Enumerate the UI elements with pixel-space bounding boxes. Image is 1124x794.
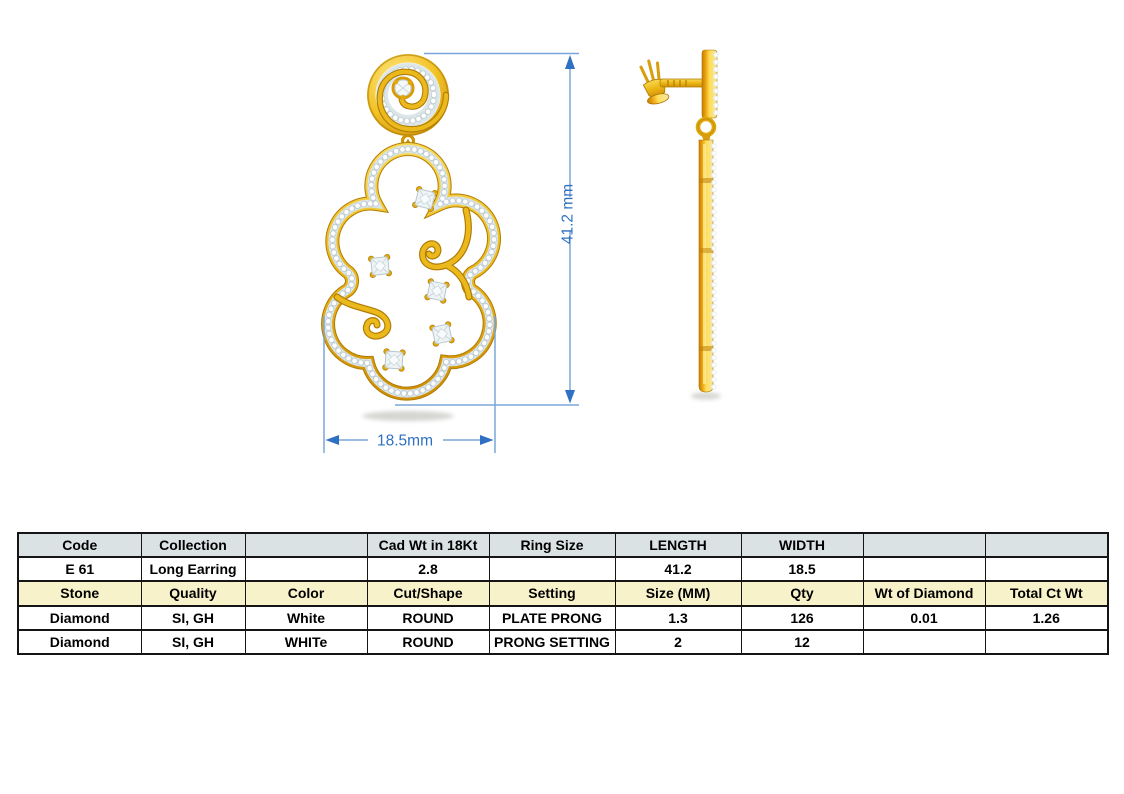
- subheader-total-ct-wt: Total Ct Wt: [985, 581, 1108, 605]
- cell-total-ct-wt: 1.26: [985, 606, 1108, 630]
- header-blank: [985, 533, 1108, 557]
- subheader-cut-shape: Cut/Shape: [367, 581, 489, 605]
- cell-size-mm: 2: [615, 630, 741, 654]
- header-code: Code: [18, 533, 141, 557]
- cell-width: 18.5: [741, 557, 863, 581]
- stud-top: [367, 54, 449, 136]
- ear-post: [660, 79, 706, 87]
- subheader-stone: Stone: [18, 581, 141, 605]
- cell-wt-of-diamond: [863, 630, 985, 654]
- cell-color: White: [245, 606, 367, 630]
- header-cad-wt: Cad Wt in 18Kt: [367, 533, 489, 557]
- side-view: [638, 50, 721, 400]
- height-dimension-label: 41.2 mm: [559, 183, 577, 245]
- cell-stone: Diamond: [18, 630, 141, 654]
- arrow-right-icon: [480, 435, 494, 445]
- cell-code: E 61: [18, 557, 141, 581]
- table-row-stone-header: [18, 581, 1108, 605]
- cell-total-ct-wt: [985, 630, 1108, 654]
- cell-cut-shape: ROUND: [367, 630, 489, 654]
- header-collection: Collection: [141, 533, 245, 557]
- arrow-down-icon: [565, 390, 575, 404]
- cell-quality: SI, GH: [141, 630, 245, 654]
- header-blank: [245, 533, 367, 557]
- subheader-wt-of-diamond: Wt of Diamond: [863, 581, 985, 605]
- drop-body: [328, 149, 494, 394]
- cell-setting: PRONG SETTING: [489, 630, 615, 654]
- front-shadow: [362, 411, 454, 421]
- spec-table: [17, 532, 1109, 655]
- header-blank: [863, 533, 985, 557]
- cell-cad-wt: 2.8: [367, 557, 489, 581]
- subheader-quality: Quality: [141, 581, 245, 605]
- cell: [863, 557, 985, 581]
- cell-stone: Diamond: [18, 606, 141, 630]
- prong-diamond: [429, 321, 455, 347]
- subheader-setting: Setting: [489, 581, 615, 605]
- table-row-product: [18, 557, 1108, 581]
- cell: [985, 557, 1108, 581]
- prong-diamond: [382, 348, 405, 371]
- stud-side-profile: [702, 50, 717, 118]
- table-row-header: [18, 533, 1108, 557]
- subheader-color: Color: [245, 581, 367, 605]
- side-shadow: [691, 393, 721, 400]
- table-row-stone-2: [18, 630, 1108, 654]
- cell-length: 41.2: [615, 557, 741, 581]
- arrow-up-icon: [565, 55, 575, 69]
- header-length: LENGTH: [615, 533, 741, 557]
- cell-quality: SI, GH: [141, 606, 245, 630]
- cell-qty: 12: [741, 630, 863, 654]
- stud-center-diamond: [393, 78, 413, 99]
- cell: [489, 557, 615, 581]
- front-view: [328, 54, 494, 421]
- cell-cut-shape: ROUND: [367, 606, 489, 630]
- header-ring-size: Ring Size: [489, 533, 615, 557]
- cell-wt-of-diamond: 0.01: [863, 606, 985, 630]
- cell-collection: Long Earring: [141, 557, 245, 581]
- drop-side-profile: [699, 140, 714, 392]
- header-width: WIDTH: [741, 533, 863, 557]
- cell-qty: 126: [741, 606, 863, 630]
- arrow-left-icon: [326, 435, 340, 445]
- prong-diamond: [424, 278, 450, 304]
- table-row-stone-1: [18, 606, 1108, 630]
- subheader-qty: Qty: [741, 581, 863, 605]
- subheader-size-mm: Size (MM): [615, 581, 741, 605]
- cell: [245, 557, 367, 581]
- prong-diamond: [368, 254, 392, 278]
- cell-color: WHITe: [245, 630, 367, 654]
- cell-size-mm: 1.3: [615, 606, 741, 630]
- cell-setting: PLATE PRONG: [489, 606, 615, 630]
- width-dimension-label: 18.5mm: [377, 432, 433, 450]
